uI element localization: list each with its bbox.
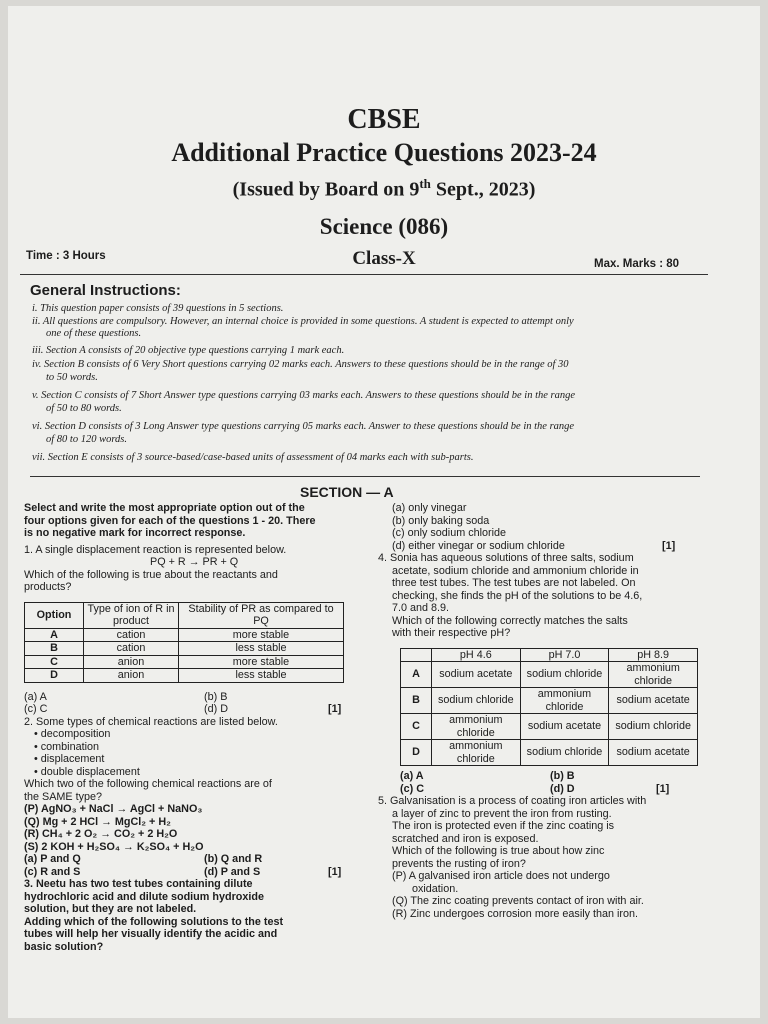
table-row: D anion less stable: [25, 669, 344, 683]
table-header: Type of ion of R in product: [84, 602, 179, 628]
instruction-item: v. Section C consists of 7 Short Answer type questions carrying 03 marks each. Answers to these questions should be in the range: [32, 390, 576, 401]
table-header: pH 7.0: [520, 648, 609, 662]
board-title: CBSE: [347, 104, 421, 135]
question-5: 5. Galvanisation is a process of coating iron articles with a layer of zinc to prevent the iron from rusting. The iron is protected even if the zinc coating is scratched and iron is exposed. Which of the following is true about how zinc prevents the rusting of iron? (P) A galvanised iron article does not undergo oxidation. (Q) The zinc coating prevents contact of iron with air. (R) Zinc undergoes corrosion more easily than iron.: [378, 795, 708, 920]
equation: PQ + R → PR + Q: [150, 556, 239, 568]
table-row: A sodium acetate sodium chloride ammonium chloride: [401, 662, 698, 688]
instructions-divider: [30, 476, 700, 477]
paper-title: Additional Practice Questions 2023-24: [171, 138, 597, 167]
question-4: 4. Sonia has aqueous solutions of three salts, sodium acetate, sodium chloride and ammonium chloride in three test tubes. The test tubes are not labeled. On checking, she finds the pH of the solutions to be 4.6, 7.0 and 8.9. Which of the following correctly matches the salts with their respective pH? pH 4.6 pH 7.0 pH 8.9 A sodium acetate sodium chloride ammonium chloride B sodium chloride ammonium chloride sodium acetate C ammonium chloride sodium acetate sodium chloride D ammonium chloride sodium chloride sodium acetate (a) A (b) B (c) C (d) D [1]: [378, 552, 708, 795]
table-row: C anion more stable: [25, 655, 344, 669]
reaction-types: • decomposition • combination • displacement • double displacement: [34, 728, 140, 778]
table-row: B sodium chloride ammonium chloride sodium acetate: [401, 688, 698, 714]
q3-options: (a) only vinegar (b) only baking soda (c) only sodium chloride (d) either vinegar or sodium chloride [1]: [392, 502, 676, 552]
instruction-item: vii. Section E consists of 3 source-based/case-based units of assessment of 04 marks each with sub-parts.: [32, 452, 474, 463]
q2-options: (a) P and Q (b) Q and R: [24, 853, 263, 865]
q1-table: [24, 602, 344, 683]
table-header: [401, 648, 432, 662]
table-header: pH 8.9: [609, 648, 698, 662]
statement-list: (P) A galvanised iron article does not undergo oxidation. (Q) The zinc coating prevents contact of iron with air. (R) Zinc undergoes corrosion more easily than iron.: [392, 870, 644, 920]
instruction-item: iii. Section A consists of 20 objective type questions carrying 1 mark each.: [32, 344, 345, 356]
mark: [1]: [328, 865, 342, 878]
instruction-item: of 80 to 120 words.: [46, 433, 127, 445]
table-header: Option: [25, 602, 84, 628]
table-row: A cation more stable: [25, 628, 344, 642]
instructions-list: [32, 303, 712, 465]
instruction-item: to 50 words.: [46, 371, 98, 383]
section-intro: Select and write the most appropriate option out of the four options given for each of the questions 1 - 20. There is no negative mark for incorrect response.: [24, 502, 316, 539]
class-title: Class-X: [352, 248, 416, 269]
header-divider: [20, 274, 708, 275]
mark: [1]: [328, 703, 342, 715]
table-header: Stability of PR as compared to PQ: [179, 602, 344, 628]
time-label: Time : 3 Hours: [26, 250, 106, 262]
reaction-list: (P) AgNO₃ + NaCl → AgCl + NaNO₃ (Q) Mg + 2 HCl → MgCl₂ + H₂ (R) CH₄ + 2 O₂ → CO₂ + 2 H₂O (S) 2 KOH + H₂SO₄ → K₂SO₄ + H₂O: [24, 803, 204, 853]
instructions-title: General Instructions:: [30, 282, 181, 299]
instruction-item: one of these questions.: [46, 328, 142, 339]
section-heading: SECTION — A: [300, 484, 394, 500]
table-header: pH 4.6: [432, 648, 521, 662]
instruction-item: of 50 to 80 words.: [46, 402, 122, 414]
question-1: 1. A single displacement reaction is represented below. PQ + R → PR + Q Which of the following is true about the reactants and products? Option Type of ion of R in product Stability of PR as compared to PQ A cation more stable B cation less stable C anion more stable D anion less stable (a) A (b) B (c) C (d) D [1]: [24, 544, 360, 716]
q1-options: (a) A (b) B: [24, 690, 228, 703]
table-row: D ammonium chloride sodium chloride sodium acetate: [401, 740, 698, 766]
instruction-item: iv. Section B consists of 6 Very Short questions carrying 02 marks each. Answers to these questions should be in the range of 30: [32, 359, 569, 370]
instruction-item: ii. All questions are compulsory. However, an internal choice is provided in some questions. A student is expected to attempt only: [32, 315, 574, 327]
right-column: [378, 502, 708, 920]
exam-page: [8, 6, 760, 1018]
q4-table: [400, 648, 698, 767]
issued-line: (Issued by Board on 9th Sept., 2023): [232, 176, 536, 201]
subject-title: Science (086): [319, 214, 449, 239]
question-2: 2. Some types of chemical reactions are listed below. • decomposition • combination • displacement • double displacement Which two of the following chemical reactions are of the SAME type? (P) AgNO₃ + NaCl → AgCl + NaNO₃ (Q) Mg + 2 HCl → MgCl₂ + H₂ (R) CH₄ + 2 O₂ → CO₂ + 2 H₂O (S) 2 KOH + H₂SO₄ → K₂SO₄ + H₂O (a) P and Q (b) Q and R (c) R and S (d) P and S [1]: [24, 716, 360, 879]
instruction-item: i. This question paper consists of 39 questions in 5 sections.: [32, 303, 284, 314]
instruction-item: vi. Section D consists of 3 Long Answer type questions carrying 05 marks each. Answer to these questions should be in the range: [32, 421, 575, 432]
table-row: C ammonium chloride sodium acetate sodium chloride: [401, 714, 698, 740]
table-row: B cation less stable: [25, 642, 344, 656]
mark: [1]: [656, 782, 670, 795]
mark: [1]: [662, 539, 676, 552]
max-marks-label: Max. Marks : 80: [594, 258, 680, 270]
question-3: 3. Neetu has two test tubes containing dilute hydrochloric acid and dilute sodium hydroxide solution, but they are not labeled. Adding which of the following solutions to the test tubes will help her visually identify the acidic and basic solution?: [24, 878, 284, 953]
q4-options: (a) A (b) B: [400, 770, 575, 782]
left-column: [24, 502, 360, 953]
